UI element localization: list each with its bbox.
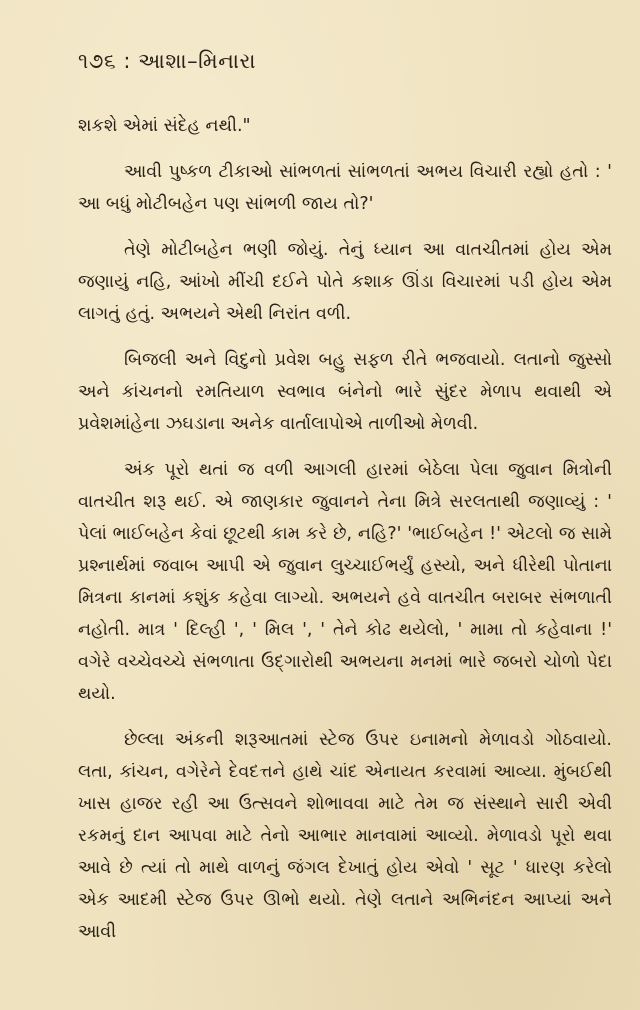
book-title: આશા–મિનારા: [138, 49, 257, 73]
paragraph: છેલ્લા અંકની શરૂઆતમાં સ્ટેજ ઉપર ઇનામનો મેળાવડો ગોઠવાયો. લતા, કાંચન, વગેરેને દેવદત્તને હાથે ચાંદ એનાયત કરવામાં આવ્યા. મુંબઈથી ખાસ હાજર રહી આ ઉત્સવને શોભાવવા માટે તેમ જ સંસ્થાને સારી એવી રકમનું દાન આપવા માટે તેનો આભાર માનવામાં આવ્યો. મેળાવડો પૂરો થવા આવે છે ત્યાં તો માથે વાળનું જંગલ દેખાતું હોય એવો ' સૂટ ' ધારણ કરેલો એક આદમી સ્ટેજ ઉપર ઊભો થયો. તેણે લતાને અભિનંદન આપ્યાં અને આવી: [78, 730, 612, 942]
running-head: [78, 46, 612, 76]
header-separator: :: [123, 49, 131, 73]
paragraph: આવી પુષ્કળ ટીકાઓ સાંભળતાં સાંભળતાં અભય વિચારી રહ્યો હતો : ' આ બધું મોટીબહેન પણ સાંભળી જાય તો?': [78, 162, 612, 214]
paragraph-continued: શકશે એમાં સંદેહ નથી.": [78, 116, 251, 136]
paragraph: અંક પૂરો થતાં જ વળી આગલી હારમાં બેઠેલા પેલા જુવાન મિત્રોની વાતચીત શરૂ થઈ. એ જાણકાર જુવાનને તેના મિત્રે સરલતાથી જણાવ્યું : ' પેલાં ભાઈબહેન કેવાં છૂટથી કામ કરે છે, નહિ?' 'ભાઈબહેન !' એટલો જ સામે પ્રશ્નાર્થમાં જવાબ આપી એ જુવાન લુચ્ચાઈભર્યું હસ્યો, અને ધીરેથી પોતાના મિત્રના કાનમાં કશુંક કહેવા લાગ્યો. અભયને હવે વાતચીત બરાબર સંભળાતી નહોતી. માત્ર ' દિલ્હી ', ' મિલ ', ' તેને કોઢ થયેલો, ' મામા તો કહેવાના !' વગેરે વચ્ચેવચ્ચે સંભળાતા ઉદ્‌ગારોથી અભયના મનમાં ભારે જબરો ચોળો પેદા થયો.: [78, 460, 612, 704]
paragraph: તેણે મોટીબહેન ભણી જોયું. તેનું ધ્યાન આ વાતચીતમાં હોય એમ જણાયું નહિ, આંખો મીંચી દઈને પોતે કશાક ઊંડા વિચારમાં પડી હોય એમ લાગતું હતું. અભયને એથી નિરાંત વળી.: [78, 240, 612, 324]
page-number: ૧૭૬: [78, 49, 117, 73]
paragraph: બિજલી અને વિદુનો પ્રવેશ બહુ સફળ રીતે ભજવાયો. લતાનો જુસ્સો અને કાંચનનો રમતિયાળ સ્વભાવ બંનેનો ભારે સુંદર મેળાપ થવાથી એ પ્રવેશમાંહેના ઝઘડાના અનેક વાર્તાલાપોએ તાળીઓ મેળવી.: [78, 350, 612, 434]
body-text: [78, 110, 612, 948]
